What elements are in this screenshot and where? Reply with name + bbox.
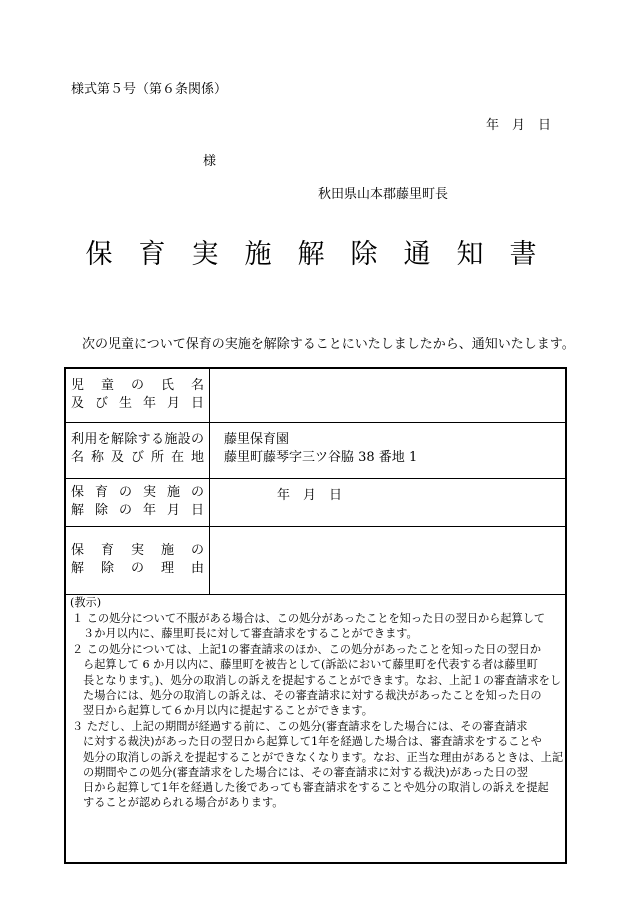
issuer-name: 秋田県山本郡藤里町長: [318, 187, 449, 202]
note-line: 長となります。)、処分の取消しの訴えを提起することができます。なお、上記１の審査請求をし: [83, 673, 562, 687]
row-label: [66, 526, 210, 594]
label-line: 及び生年月日: [71, 396, 204, 411]
table-row-reason: [66, 526, 565, 595]
label-line: 解除の年月日: [71, 503, 204, 518]
cancel-date: 年 月 日: [277, 488, 343, 503]
row-label: [66, 422, 210, 478]
intro-text: 次の児童について保育の実施を解除することにいたしましたから、通知いたします。: [82, 337, 575, 352]
form-number: 様式第５号（第６条関係）: [71, 82, 228, 97]
note-line: 翌日から起算して６か月以内に提起することができます。: [83, 704, 373, 718]
note-line: の期間やこの処分(審査請求をした場合には、その審査請求に対する裁決)があった日の翌: [83, 765, 528, 779]
note-item-1: [72, 611, 564, 642]
note-line: ３ ただし、上記の期間が経過する前に、この処分(審査請求をした場合には、その審査請求: [72, 720, 528, 733]
note-line: 処分の取消しの訴えを提起することができなくなります。なお、正当な理由があるときは、上記: [83, 750, 564, 764]
table-row-facility: [66, 422, 565, 479]
label-line: 保育実施の: [71, 543, 204, 558]
note-line: することが認められる場合があります。: [83, 796, 284, 810]
table-row-cancel-date: [66, 478, 565, 527]
note-line: ３か月以内に、藤里町長に対して審査請求をすることができます。: [83, 627, 418, 641]
label-line: 利用を解除する施設の: [71, 432, 204, 447]
facility-name: 藤里保育園: [224, 432, 290, 447]
note-line: た場合には、処分の取消しの訴えは、その審査請求に対する裁決があったことを知った日の: [83, 688, 542, 702]
note-line: ら起算して 6 か月以内に、藤里町を被告として(訴訟において藤里町を代表する者は藤里町: [83, 658, 538, 672]
label-line: 名称及び所在地: [71, 450, 204, 465]
addressee-honorific: 様: [203, 154, 217, 169]
note-line: に対する裁決)があった日の翌日から起算して1年を経過した場合は、審査請求をすることや: [83, 735, 542, 749]
row-label: [66, 369, 210, 422]
facility-address: 藤里町藤琴字三ツ谷脇 38 番地 1: [224, 450, 418, 465]
note-item-2: [72, 642, 564, 718]
table-row-child-name: [66, 369, 565, 423]
row-label: [66, 478, 210, 526]
notes-title: (教示): [70, 596, 102, 609]
form-table: [64, 367, 567, 864]
note-item-3: [72, 719, 564, 811]
note-line: １ この処分について不服がある場合は、この処分があったことを知った日の翌日から起算して: [72, 612, 546, 625]
issue-date: 年 月 日: [486, 118, 552, 133]
label-line: 解除の理由: [71, 561, 204, 576]
document-title: 保育実施解除通知書: [85, 239, 563, 270]
note-line: ２ この処分については、上記1の審査請求のほか、この処分があったことを知った日の翌日か: [72, 643, 542, 656]
note-line: 日から起算して1年を経過した後であっても審査請求をすることや処分の取消しの訴えを提起: [83, 781, 549, 795]
label-line: 児童の氏名: [71, 378, 204, 393]
label-line: 保育の実施の: [71, 485, 204, 500]
